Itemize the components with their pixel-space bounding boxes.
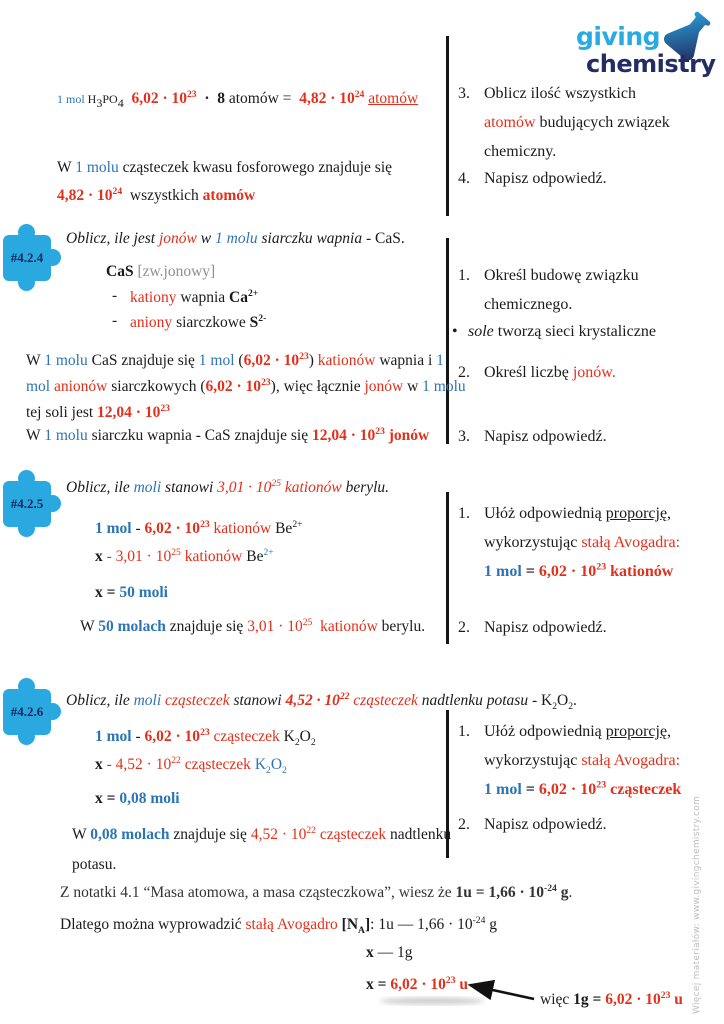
step-text: Napisz odpowiedź. [484,816,607,833]
step-number: 1. [458,723,470,740]
logo-word-giving: giving [576,22,661,51]
step-number: 1. [458,505,470,522]
column-divider-top [446,36,449,216]
cas-ion-item [112,314,266,332]
step-text: Określ liczbę jonów. [484,364,616,381]
giving-chemistry-logo [550,12,722,84]
step-number: 2. [458,816,470,833]
logo-word-chemistry: chemistry [586,50,716,78]
h3po4-conclusion: W 1 molu cząsteczek kwasu fosforowego znajduje się $4,82 \cdot 10^{24}$ wszystkich atomów [57,159,393,204]
step-number: 1. [458,267,470,284]
step-number: 3. [458,428,470,445]
dash-marker: - [112,312,118,329]
step-text: Ułóż odpowiednią proporcję, wykorzystując stałą Avogadra: 1 mol = $6,02 \cdot 10^{23}$ kationów [484,505,681,580]
task-badge-425 puzzle-icon [3,470,71,540]
dash-marker: - [112,287,118,304]
step-item-2 [458,613,607,642]
step-item-1 [458,499,680,586]
step-text: Napisz odpowiedź. [484,619,607,636]
step-text: Napisz odpowiedź. [484,170,607,187]
bullet-text: sole tworzą sieci krystaliczne [468,323,656,340]
crystal-note-bullet [452,317,656,346]
task-426-answer: W 0,08 molach znajduje się $4,52 \cdot 10^{22}$ cząsteczek nadtlenku potasu. [72,824,452,873]
task-424-answer: W 1 molu siarczku wapnia - CaS znajduje się $12,04 \cdot 10^{23}$ jonów [26,425,430,444]
side-watermark: Więcej materiałów: www.givingchemistry.com [692,795,702,1014]
proportion-x-line: x — 1g [366,944,413,961]
note-41-reference: Z notatki 4.1 “Masa atomowa, a masa cząsteczkowa”, wiesz że $1u = 1,66 \cdot 10^{-24}$ g. [60,882,573,901]
avogadro-derivation-line: Dlatego można wyprowadzić stałą Avogadro $[N_A]$: 1u — $1,66 \cdot 10^{-24}$ g [60,914,498,937]
arrow-left-up-icon [370,970,550,1010]
ion-text: aniony siarczkowe $S^{2-}$ [130,312,267,331]
step-text: Ułóż odpowiednią proporcję, wykorzystując stałą Avogadra: 1 mol = $6,02 \cdot 10^{23}$ cząsteczek [484,723,682,798]
task-426-proportion-line1: 1 mol - $6,02 \cdot 10^{23}$ cząsteczek $K_2O_2$ [95,726,316,749]
bullet-marker: • [452,323,458,340]
step-text: Oblicz ilość wszystkich atomów budujących związek chemiczny. [484,85,670,160]
task-badge-424 puzzle-icon [3,224,71,294]
step-text: Określ budowę związku chemicznego. [484,267,639,313]
step-item-3 [458,79,670,166]
task-425-proportion-line2: $x - 3,01 \cdot 10^{25}$ kationów $Be^{2+}$ [95,546,274,565]
step-item-2 [458,810,607,839]
cas-ion-item [112,289,258,307]
step-item-1 [458,261,639,319]
task-425-answer: W 50 molach znajduje się $3,01 \cdot 10^{25}$ kationów berylu. [80,616,426,635]
task-426-title: Oblicz, ile moli cząsteczek stanowi $4,52 \cdot 10^{22}$ cząsteczek nadtlenku potasu - $K_2O_2$. [66,690,577,713]
task-425-proportion-line1: 1 mol - $6,02 \cdot 10^{23}$ kationów $Be^{2+}$ [95,518,303,537]
h3po4-equation-line: 1 mol $H_3PO_4$ $6,02 \cdot 10^{23} \cdot 8$ atomów = $4,82 \cdot 10^{24}$ atomów [57,88,419,111]
task-425-result: x = 50 moli [95,584,168,601]
task-badge-426 puzzle-icon [3,678,71,748]
task-badge-label: #4.2.5 [10,496,44,511]
final-conclusion-line: więc $1g = 6,02 \cdot 10^{23}$ u [540,989,683,1008]
task-425-title: Oblicz, ile moli stanowi $3,01 \cdot 10^{25}$ kationów berylu. [66,477,390,496]
cas-structure-heading: CaS [zw.jonowy] [106,263,216,280]
step-item-1 [458,717,681,804]
ion-text: kationy wapnia $Ca^{2+}$ [130,287,259,306]
step-number: 2. [458,364,470,381]
task-426-result: x = 0,08 moli [95,790,180,807]
step-number: 2. [458,619,470,636]
task-badge-label: #4.2.4 [10,250,44,265]
task-426-proportion-line2: $x - 4,52 \cdot 10^{22}$ cząsteczek $K_2O_2$ [95,754,287,777]
step-item-2 [458,358,616,387]
result-x-line: $x = 6,02 \cdot 10^{23}$ u [366,974,468,993]
task-badge-label: #4.2.6 [10,704,44,719]
step-text: Napisz odpowiedź. [484,428,607,445]
column-divider-425 [446,492,449,644]
step-number: 3. [458,85,470,102]
task-424-title: Oblicz, ile jest jonów w 1 molu siarczku wapnia - CaS. [66,230,405,247]
step-item-3 [458,422,607,451]
step-item-4 [458,164,607,193]
step-number: 4. [458,170,470,187]
task-424-explanation: W 1 molu CaS znajduje się 1 mol $(6,02 \cdot 10^{23})$ kationów wapnia i 1 mol anionów siarczkowych $(6,02 \cdot 10^{23})$, więc łącznie jonów w 1 molu tej soli jest $12,04 \cdot 10^{23}$ [26,350,466,421]
